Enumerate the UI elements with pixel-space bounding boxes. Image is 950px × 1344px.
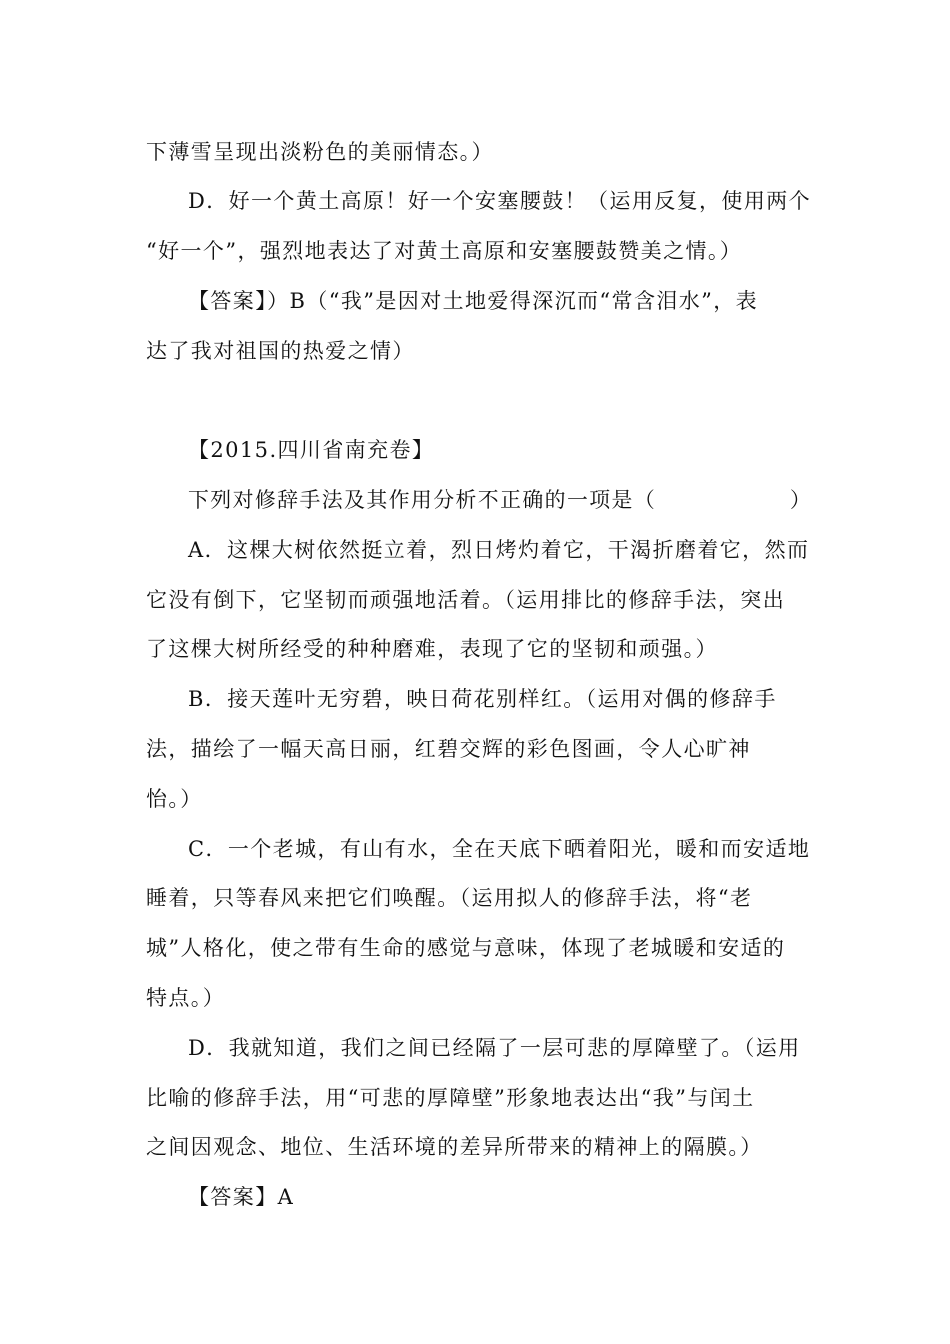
text-line: 怡。） xyxy=(146,787,203,811)
text-line: 了这棵大树所经受的种种磨难，表现了它的坚韧和顽强。） xyxy=(146,637,718,661)
option-b-line: B．接天莲叶无穷碧，映日荷花别样红。（运用对偶的修辞手 xyxy=(188,687,777,711)
text-line: 之间因观念、地位、生活环境的差异所带来的精神上的隔膜。） xyxy=(146,1135,763,1159)
text-line: 特点。） xyxy=(146,986,226,1010)
option-d-line: D．我就知道，我们之间已经隔了一层可悲的厚障壁了。（运用 xyxy=(188,1036,801,1060)
answer-line: 【答案】A xyxy=(188,1185,295,1209)
question-source: 【2015.四川省南充卷】 xyxy=(188,438,435,462)
answer-line: 【答案】）B（“我”是因对土地爱得深沉而“常含泪水”，表 xyxy=(188,289,759,313)
text-line: 它没有倒下，它坚韧而顽强地活着。（运用排比的修辞手法，突出 xyxy=(146,588,786,612)
text-line: 达了我对祖国的热爱之情） xyxy=(146,339,415,363)
option-a-line: A．这棵大树依然挺立着，烈日烤灼着它，干渴折磨着它，然而 xyxy=(188,538,810,562)
question-stem: 下列对修辞手法及其作用分析不正确的一项是（ ） xyxy=(188,488,813,512)
option-c-line: C．一个老城，有山有水，全在天底下晒着阳光，暖和而安适地 xyxy=(188,837,811,861)
text-line: 睡着，只等春风来把它们唤醒。（运用拟人的修辞手法，将“老 xyxy=(146,886,753,910)
option-d-line: D．好一个黄土高原！好一个安塞腰鼓！（运用反复，使用两个 xyxy=(188,189,812,213)
text-line: 比喻的修辞手法，用“可悲的厚障壁”形象地表达出“我”与闰土 xyxy=(146,1086,755,1110)
text-line: “好一个”，强烈地表达了对黄土高原和安塞腰鼓赞美之情。） xyxy=(146,239,743,263)
text-line: 法，描绘了一幅天高日丽，红碧交辉的彩色图画，令人心旷神 xyxy=(146,737,751,761)
text-line: 下薄雪呈现出淡粉色的美丽情态。） xyxy=(146,140,494,164)
text-line: 城”人格化，使之带有生命的感觉与意味，体现了老城暖和安适的 xyxy=(146,936,786,960)
